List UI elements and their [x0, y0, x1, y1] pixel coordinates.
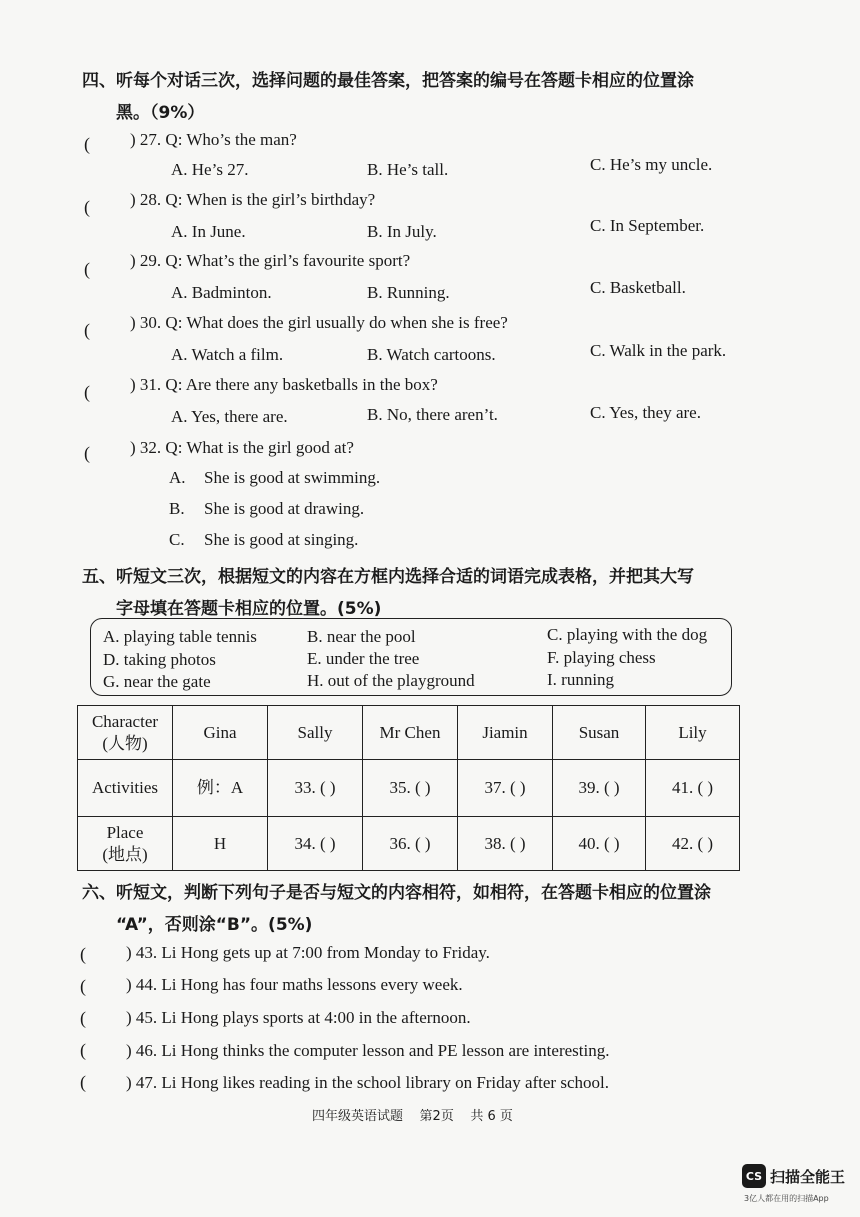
camscanner-logo-icon: CS [742, 1164, 766, 1188]
q29-option-b: B. Running. [367, 283, 450, 302]
q32-option-b-letter: B. [169, 499, 185, 518]
row-label-activities: Activities [78, 760, 173, 817]
word-option: B. near the pool [307, 627, 416, 646]
q32-option-a-text: She is good at swimming. [204, 468, 381, 487]
answer-paren[interactable]: ( [80, 1072, 86, 1092]
word-option: D. taking photos [103, 650, 216, 669]
answer-paren[interactable]: ( [80, 944, 86, 964]
answer-paren[interactable]: ( [84, 197, 90, 217]
q31-option-a: A. Yes, there are. [171, 407, 288, 426]
word-option: H. out of the playground [307, 671, 475, 690]
answer-paren[interactable]: ( [84, 382, 90, 402]
table-header-cell: Sally [268, 706, 363, 760]
q29-option-c: C. Basketball. [590, 278, 686, 297]
answer-cell-37[interactable]: 37. ( ) [458, 760, 553, 817]
header-character-cn: (人物) [102, 733, 148, 753]
answer-cell-41[interactable]: 41. ( ) [646, 760, 740, 817]
answer-cell-40[interactable]: 40. ( ) [553, 817, 646, 871]
answer-paren[interactable]: ( [84, 134, 90, 154]
header-character: Character [91, 711, 159, 731]
place-label: Place [106, 822, 144, 842]
word-option: A. playing table tennis [103, 627, 257, 646]
answer-cell-35[interactable]: 35. ( ) [363, 760, 458, 817]
answer-paren[interactable]: ( [80, 1008, 86, 1028]
row-label-place [78, 817, 173, 871]
q27-option-a: A. He’s 27. [171, 160, 249, 179]
q32-option-c-letter: C. [169, 530, 185, 549]
question-29: ) 29. Q: What’s the girl’s favourite sport? [130, 251, 411, 270]
answer-paren[interactable]: ( [80, 976, 86, 996]
table-row-activities [78, 760, 740, 817]
place-label-cn: (地点) [102, 844, 148, 864]
answer-paren[interactable]: ( [80, 1040, 86, 1060]
q32-option-a-letter: A. [169, 468, 186, 487]
question-27: ) 27. Q: Who’s the man? [130, 130, 297, 149]
answer-cell-38[interactable]: 38. ( ) [458, 817, 553, 871]
q27-option-b: B. He’s tall. [367, 160, 449, 179]
table-header-cell: Mr Chen [363, 706, 458, 760]
answer-cell-33[interactable]: 33. ( ) [268, 760, 363, 817]
answer-paren[interactable]: ( [84, 443, 90, 463]
q32-option-b-text: She is good at drawing. [204, 499, 365, 518]
section6-title-line2: “A”，否则涂“B”。(5%) [116, 915, 313, 935]
statement-46: ) 46. Li Hong thinks the computer lesson and PE lesson are interesting. [126, 1041, 610, 1060]
q28-option-c: C. In September. [590, 216, 705, 235]
section4-title-line1: 四、听每个对话三次，选择问题的最佳答案，把答案的编号在答题卡相应的位置涂 [82, 71, 694, 91]
footer-total: 共 6 页 [470, 1109, 513, 1124]
table-header-row [78, 706, 740, 760]
q28-option-a: A. In June. [171, 222, 246, 241]
q30-option-a: A. Watch a film. [171, 345, 284, 364]
watermark-brand: 扫描全能王 [770, 1168, 846, 1186]
word-option: F. playing chess [547, 648, 656, 667]
word-option: I. running [547, 670, 615, 689]
q30-option-b: B. Watch cartoons. [367, 345, 496, 364]
q27-option-c: C. He’s my uncle. [590, 155, 713, 174]
question-30: ) 30. Q: What does the girl usually do when she is free? [130, 313, 508, 332]
question-31: ) 31. Q: Are there any basketballs in the box? [130, 375, 438, 394]
question-32: ) 32. Q: What is the girl good at? [130, 438, 354, 457]
q32-option-c-text: She is good at singing. [204, 530, 359, 549]
table-row-place [78, 817, 740, 871]
answer-paren[interactable]: ( [84, 320, 90, 340]
section6-title-line1: 六、听短文，判断下列句子是否与短文的内容相符，如相符，在答题卡相应的位置涂 [82, 883, 711, 903]
statement-45: ) 45. Li Hong plays sports at 4:00 in the afternoon. [126, 1008, 471, 1027]
table-header-cell [78, 706, 173, 760]
section5-title-line2: 字母填在答题卡相应的位置。(5%) [116, 599, 382, 619]
word-bank-box [90, 618, 732, 696]
statement-43: ) 43. Li Hong gets up at 7:00 from Monday to Friday. [126, 943, 490, 962]
statement-44: ) 44. Li Hong has four maths lessons every week. [126, 975, 463, 994]
watermark-tagline: 3亿人都在用的扫描App [744, 1194, 829, 1203]
section5-title-line1: 五、听短文三次，根据短文的内容在方框内选择合适的词语完成表格，并把其大写 [82, 567, 694, 587]
answer-cell-39[interactable]: 39. ( ) [553, 760, 646, 817]
page-footer [312, 1105, 513, 1124]
table-cell: H [173, 817, 268, 871]
section4-title-line2: 黑。（9%） [116, 103, 205, 123]
q31-option-b: B. No, there aren’t. [367, 405, 498, 424]
footer-subject: 四年级英语试题 [312, 1109, 404, 1124]
q29-option-a: A. Badminton. [171, 283, 272, 302]
table-header-cell: Jiamin [458, 706, 553, 760]
table-cell: 例：A [173, 760, 268, 817]
table-header-cell: Lily [646, 706, 740, 760]
q31-option-c: C. Yes, they are. [590, 403, 701, 422]
statement-47: ) 47. Li Hong likes reading in the school library on Friday after school. [126, 1073, 609, 1092]
question-28: ) 28. Q: When is the girl’s birthday? [130, 190, 376, 209]
footer-page: 第2页 [419, 1109, 454, 1124]
answer-cell-34[interactable]: 34. ( ) [268, 817, 363, 871]
word-option: G. near the gate [103, 672, 211, 691]
answer-cell-42[interactable]: 42. ( ) [646, 817, 740, 871]
activity-table [77, 705, 740, 871]
table-header-cell: Susan [553, 706, 646, 760]
q30-option-c: C. Walk in the park. [590, 341, 727, 360]
word-option: C. playing with the dog [547, 625, 708, 644]
word-option: E. under the tree [307, 649, 420, 668]
answer-cell-36[interactable]: 36. ( ) [363, 817, 458, 871]
table-header-cell: Gina [173, 706, 268, 760]
answer-paren[interactable]: ( [84, 259, 90, 279]
q28-option-b: B. In July. [367, 222, 437, 241]
